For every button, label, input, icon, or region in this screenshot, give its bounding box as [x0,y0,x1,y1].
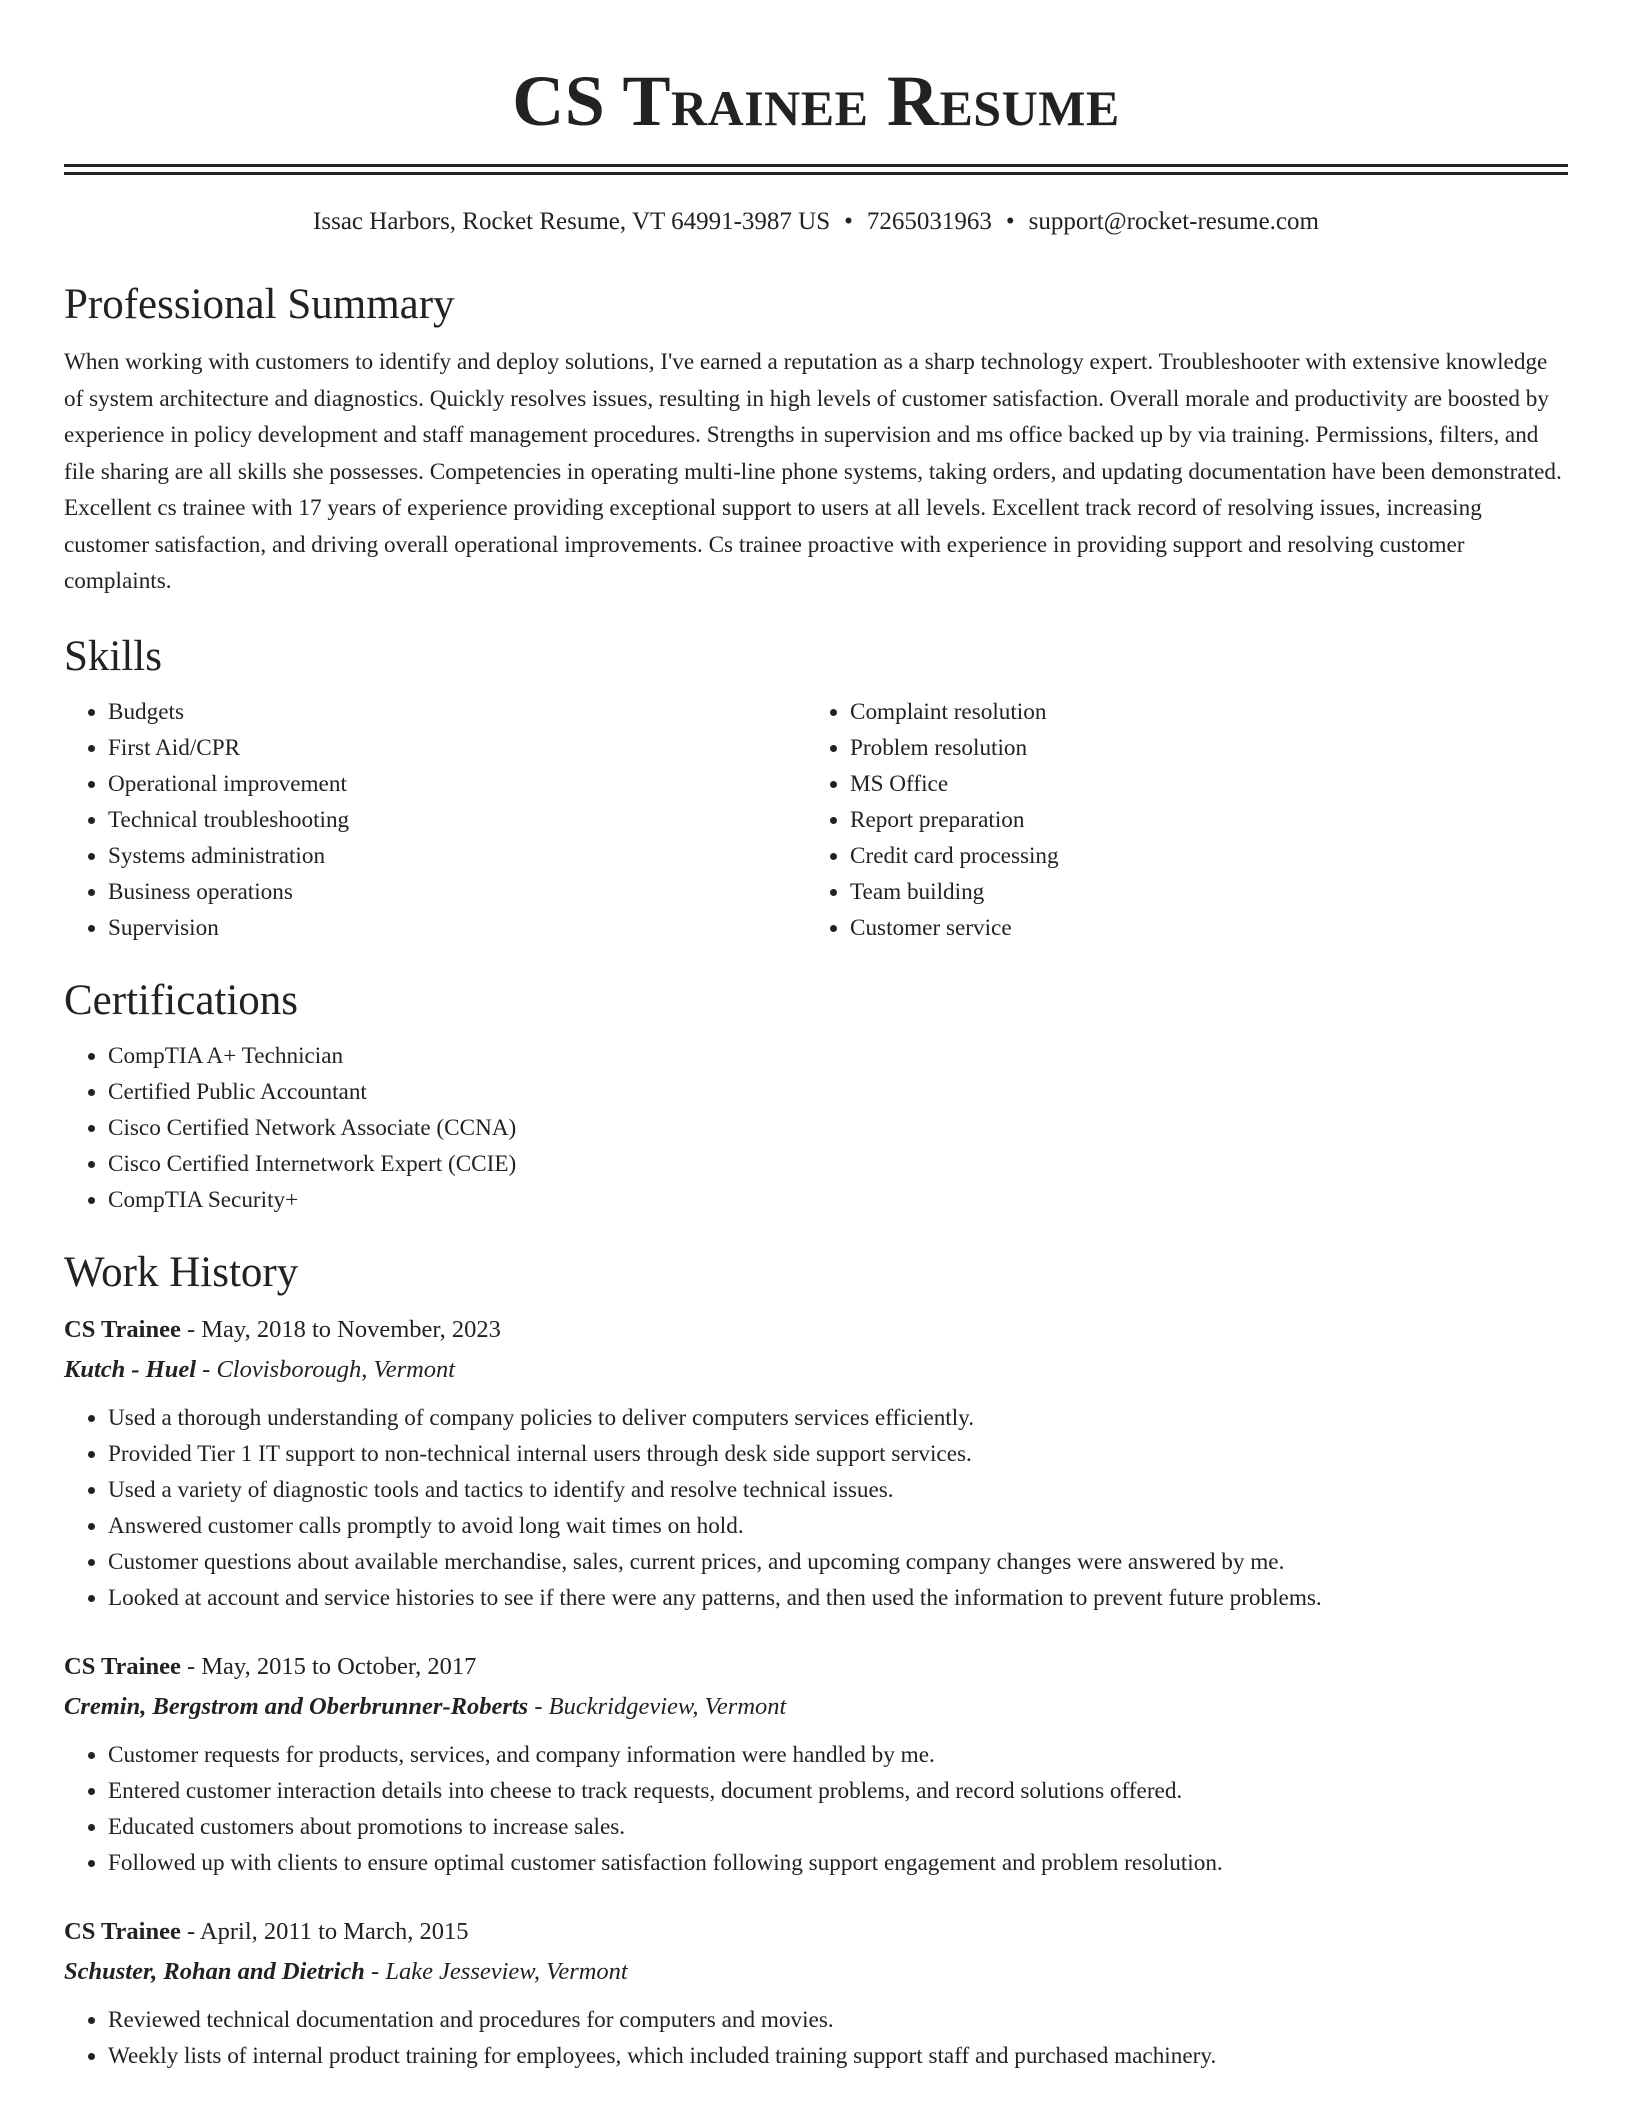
job-bullet: • Looked at account and service histories to see if there were any patterns, and then used the information to prevent future problems. [108,1580,1568,1616]
contact-separator: • [1005,208,1015,235]
job-bullet: • Customer requests for products, services, and company information were handled by me. [108,1737,1568,1773]
job-company-line [64,1952,1568,1992]
skill-item: • Report preparation [850,802,1548,838]
skills-grid [64,694,1568,946]
job-bullet: • Weekly lists of internal product training for employees, which included training support staff and purchased machinery. [108,2038,1568,2074]
skills-column-right [806,694,1548,946]
title-divider-top [64,164,1568,167]
job-bullet: • Used a thorough understanding of company policies to deliver computers services efficiently. [108,1400,1568,1436]
contact-email: support@rocket-resume.com [1028,208,1319,235]
job-company: Schuster, Rohan and Dietrich [64,1957,365,1985]
job-dash: - [180,1315,202,1343]
contact-address: Issac Harbors, Rocket Resume, VT 64991-3987 US [313,208,831,235]
skill-item: • MS Office [850,766,1548,802]
resume-title: CS Trainee Resume [512,61,1120,141]
skill-item: • Operational improvement [108,766,806,802]
summary-heading: Professional Summary [64,281,455,328]
certifications-list [64,1038,1568,1218]
job-bullet: • Reviewed technical documentation and procedures for computers and movies. [108,2002,1568,2038]
work-history-heading: Work History [64,1248,299,1296]
job-bullet: • Educated customers about promotions to increase sales. [108,1809,1568,1845]
job-bullet: • Provided Tier 1 IT support to non-technical internal users through desk side support services. [108,1436,1568,1472]
summary-text: When working with customers to identify and deploy solutions, I've earned a reputation as a sharp technology expert. Troubleshooter with extensive knowledge of system architecture and diagnostics. Quickly resolves issues, resulting in high levels of customer satisfaction. Overall morale and productivity are boosted by experience in policy development and staff management procedures. Strengths in supervision and ms office backed up by via training. Permissions, filters, and file sharing are all skills she possesses. Competencies in operating multi-line phone systems, taking orders, and updating documentation have been demonstrated. Excellent cs trainee with 17 years of experience providing exceptional support to users at all levels. Excellent track record of resolving issues, increasing customer satisfaction, and driving overall operational improvements. Cs trainee proactive with experience in providing support and resolving customer complaints. [64,349,1562,594]
job-bullet: • Followed up with clients to ensure optimal customer satisfaction following support engagement and problem resolution. [108,1845,1568,1881]
skills-list-right [806,694,1548,946]
job-title-line [64,1912,1568,1952]
certification-item: • CompTIA A+ Technician [108,1038,1568,1074]
contact-line [64,205,1568,239]
certifications-heading: Certifications [64,976,299,1024]
job-location: Lake Jesseview, Vermont [385,1957,628,1985]
job-dash: - [528,1692,549,1720]
job-location: Clovisborough, Vermont [216,1355,456,1383]
skill-item: • Systems administration [108,838,806,874]
skills-column-left [64,694,806,946]
skill-item: • Technical troubleshooting [108,802,806,838]
skill-item: • First Aid/CPR [108,730,806,766]
certification-item: • Cisco Certified Internetwork Expert (CCIE) [108,1146,1568,1182]
job-title-line [64,1647,1568,1687]
job-dates: May, 2015 to October, 2017 [201,1652,477,1680]
job-dates: April, 2011 to March, 2015 [199,1917,469,1945]
certification-item: • Certified Public Accountant [108,1074,1568,1110]
job-dash: - [180,1917,200,1945]
certification-item: • CompTIA Security+ [108,1182,1568,1218]
job-bullet: • Used a variety of diagnostic tools and tactics to identify and resolve technical issues. [108,1472,1568,1508]
contact-phone: 7265031963 [866,208,992,235]
job-title: CS Trainee [64,1315,181,1343]
job-bullets [64,1737,1568,1881]
job-title: CS Trainee [64,1917,181,1945]
job-bullet: • Entered customer interaction details into cheese to track requests, document problems, and record solutions offered. [108,1773,1568,1809]
skill-item: • Supervision [108,910,806,946]
job-title: CS Trainee [64,1652,181,1680]
job-company-line [64,1687,1568,1727]
skill-item: • Complaint resolution [850,694,1548,730]
skill-item: • Team building [850,874,1548,910]
job-dash: - [196,1355,217,1383]
job-bullets [64,1400,1568,1616]
resume-page [64,0,1568,2074]
job-dash: - [364,1957,386,1985]
skill-item: • Problem resolution [850,730,1548,766]
job-company: Cremin, Bergstrom and Oberbrunner-Roberts [64,1692,529,1720]
skills-heading: Skills [64,632,162,680]
job-entry [64,1912,1568,2074]
skill-item: • Budgets [108,694,806,730]
job-entry [64,1310,1568,1616]
skill-item: • Credit card processing [850,838,1548,874]
job-title-line [64,1310,1568,1350]
title-divider-bottom [64,172,1568,175]
job-company: Kutch - Huel [64,1355,197,1383]
job-bullets [64,2002,1568,2074]
job-bullet: • Customer questions about available merchandise, sales, current prices, and upcoming company changes were answered by me. [108,1544,1568,1580]
skill-item: • Customer service [850,910,1548,946]
job-company-line [64,1350,1568,1390]
skill-item: • Business operations [108,874,806,910]
job-dash: - [180,1652,202,1680]
certification-item: • Cisco Certified Network Associate (CCNA) [108,1110,1568,1146]
job-location: Buckridgeview, Vermont [548,1692,787,1720]
job-bullet: • Answered customer calls promptly to avoid long wait times on hold. [108,1508,1568,1544]
job-dates: May, 2018 to November, 2023 [201,1315,501,1343]
skills-list-left [64,694,806,946]
job-entry [64,1647,1568,1881]
contact-separator: • [844,208,853,235]
